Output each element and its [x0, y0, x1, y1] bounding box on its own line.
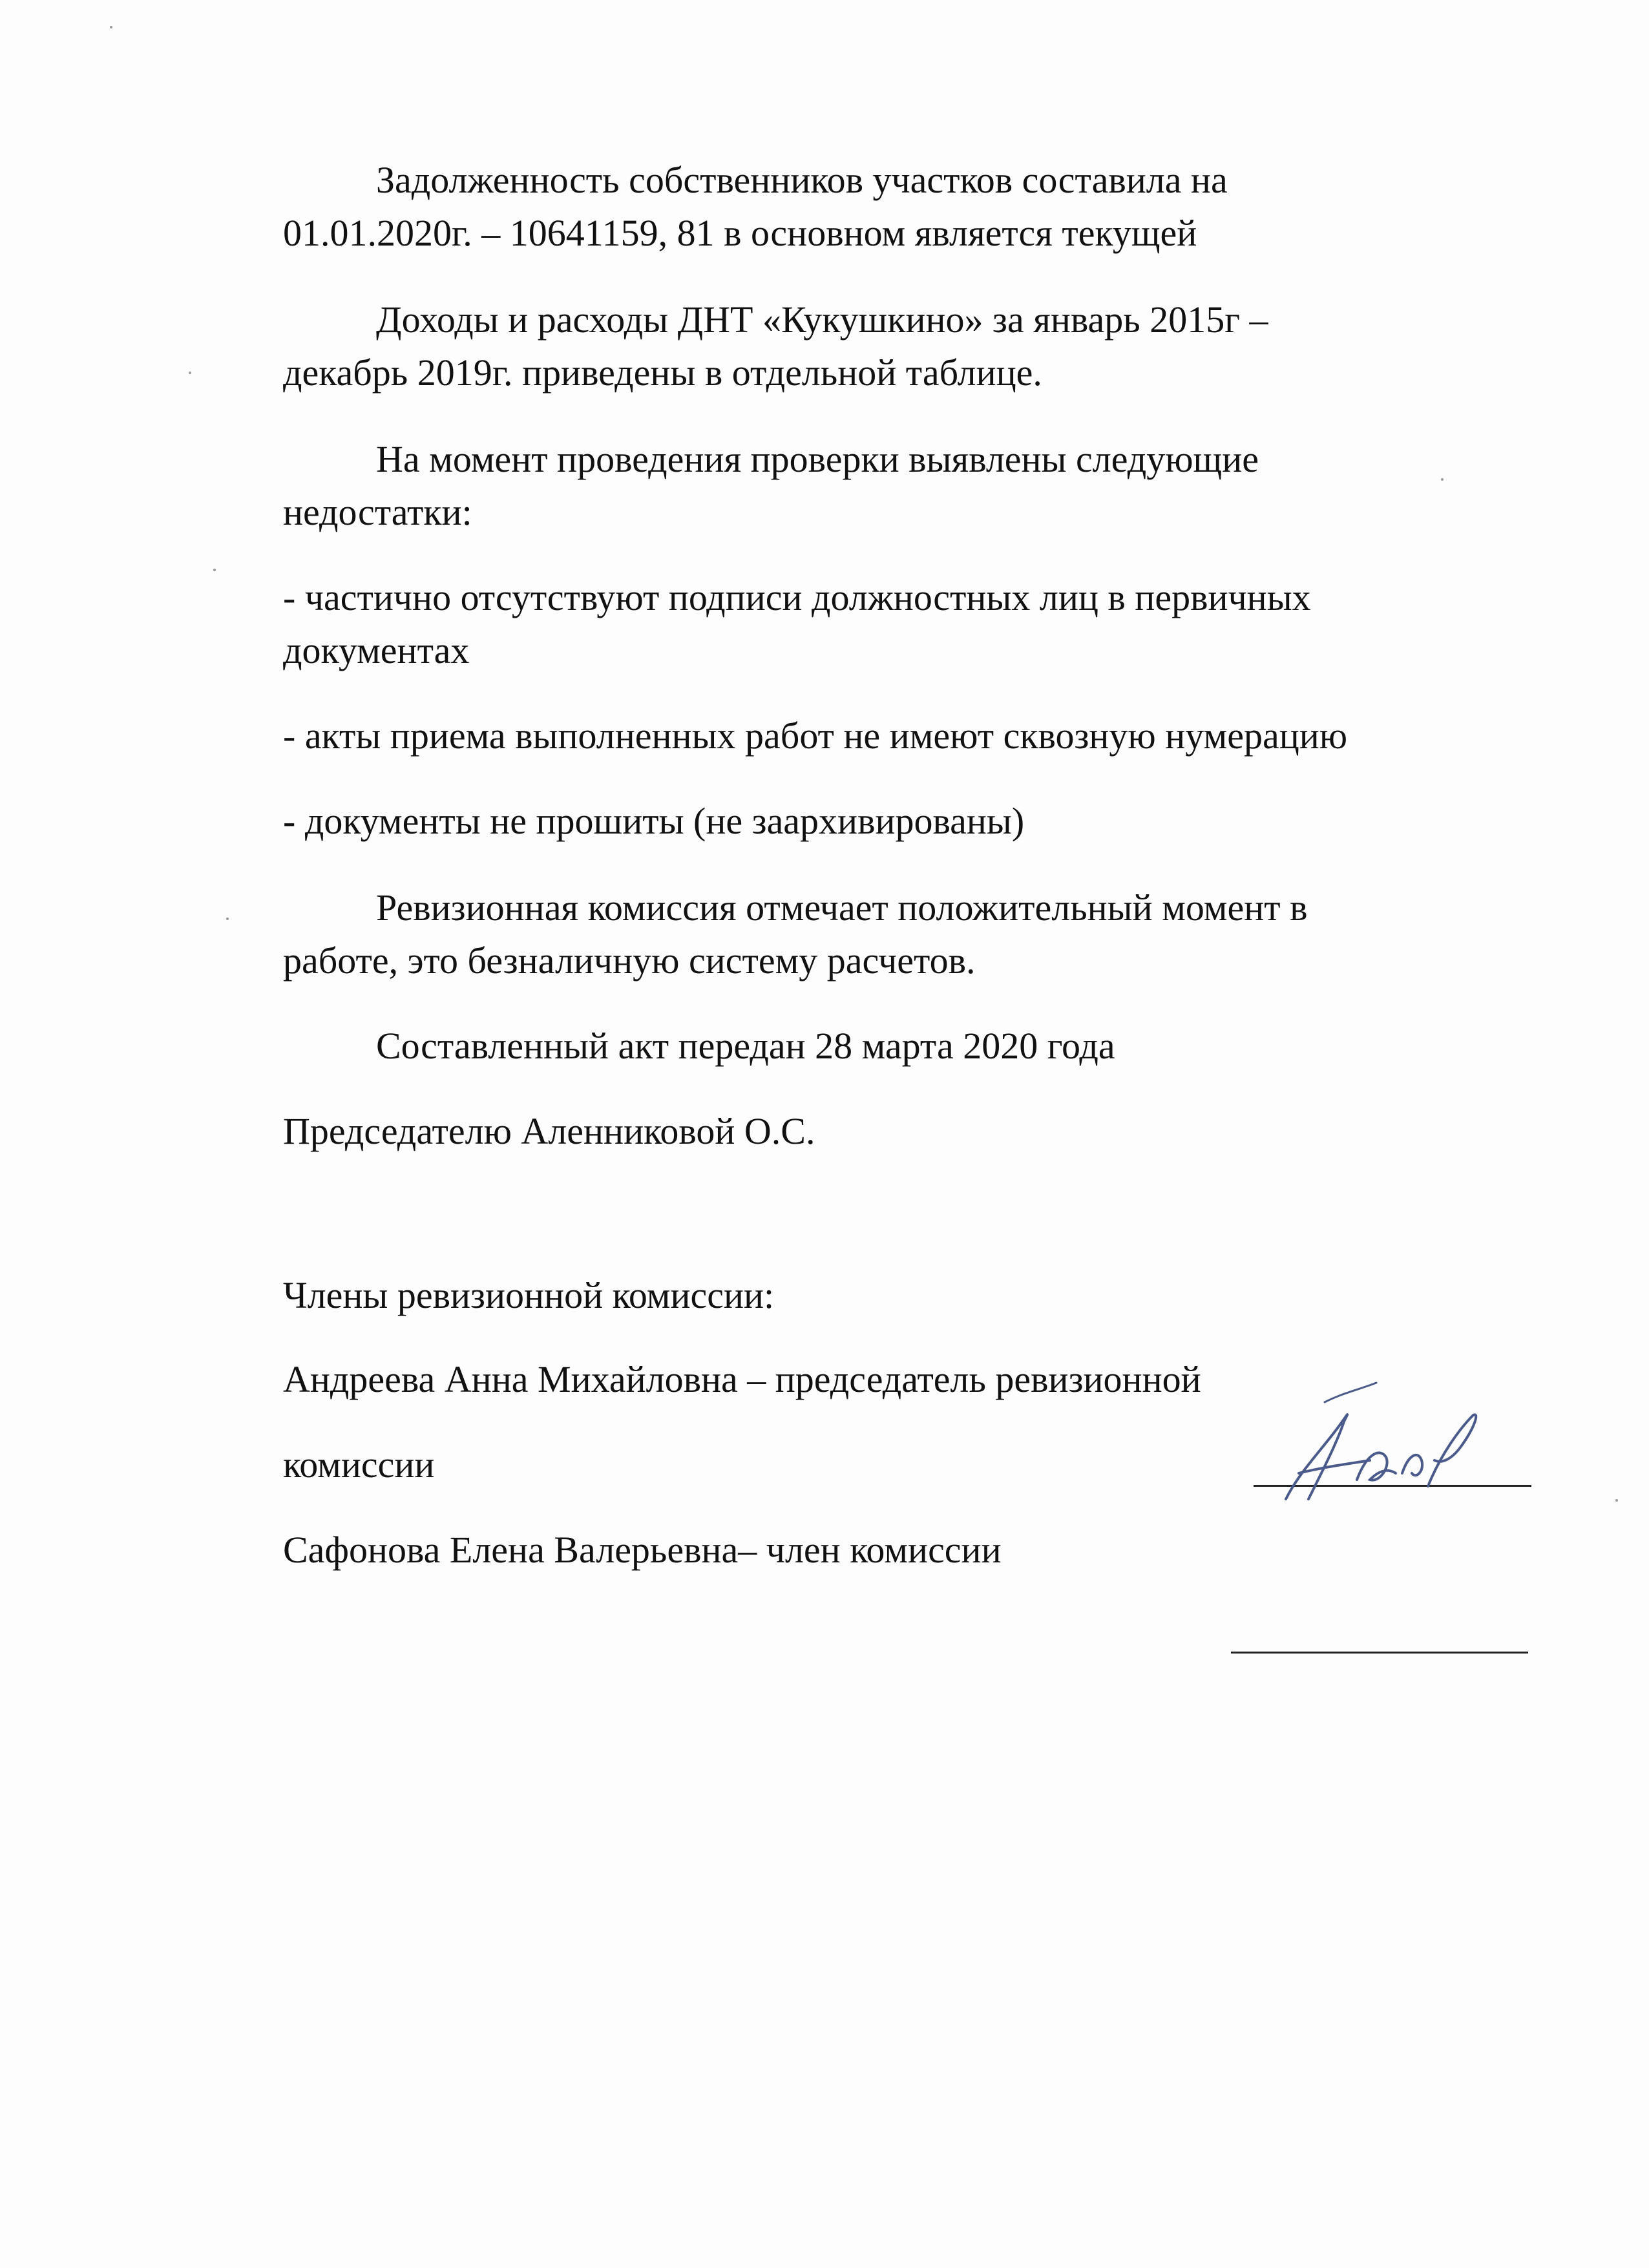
- member-1-line1: Андреева Анна Михайловна – председатель ревизионной: [283, 1358, 1201, 1400]
- positive-paragraph-line1: Ревизионная комиссия отмечает положительный момент в: [376, 887, 1308, 929]
- handwritten-signature: [1247, 1376, 1557, 1518]
- member-2: Сафонова Елена Валерьевна– член комиссии: [283, 1529, 1002, 1571]
- issues-intro-line1: На момент проведения проверки выявлены следующие: [376, 438, 1259, 480]
- member-1-line2: комиссии: [283, 1444, 435, 1486]
- issue-item-2: - акты приема выполненных работ не имеют сквозную нумерацию: [283, 715, 1348, 757]
- issue-item-3: - документы не прошиты (не заархивированы): [283, 800, 1025, 842]
- income-paragraph-line1: Доходы и расходы ДНТ «Кукушкино» за январь 2015г –: [376, 299, 1268, 341]
- commission-members-heading: Члены ревизионной комиссии:: [283, 1274, 775, 1316]
- scan-speck: [110, 26, 112, 28]
- scan-speck: [213, 569, 216, 571]
- handover-paragraph-line1: Составленный акт передан 28 марта 2020 года: [376, 1025, 1115, 1067]
- issues-intro-line2: недостатки:: [283, 491, 472, 533]
- income-paragraph-line2: декабрь 2019г. приведены в отдельной таблице.: [283, 352, 1042, 394]
- debt-paragraph-line1: Задолженность собственников участков составила на: [376, 159, 1228, 201]
- scan-speck: [1615, 1499, 1618, 1502]
- scan-speck: [189, 372, 191, 374]
- issue-item-1-line2: документах: [283, 629, 470, 671]
- positive-paragraph-line2: работе, это безналичную систему расчетов.: [283, 940, 976, 982]
- debt-paragraph-line2: 01.01.2020г. – 10641159, 81 в основном является текущей: [283, 212, 1197, 254]
- issue-item-1-line1: - частично отсутствуют подписи должностных лиц в первичных: [283, 576, 1311, 618]
- scan-speck: [1441, 478, 1444, 481]
- scan-speck: [226, 918, 229, 920]
- handover-paragraph-line2: Председателю Аленниковой О.С.: [283, 1110, 815, 1152]
- signature-line-member-2: [1231, 1652, 1528, 1654]
